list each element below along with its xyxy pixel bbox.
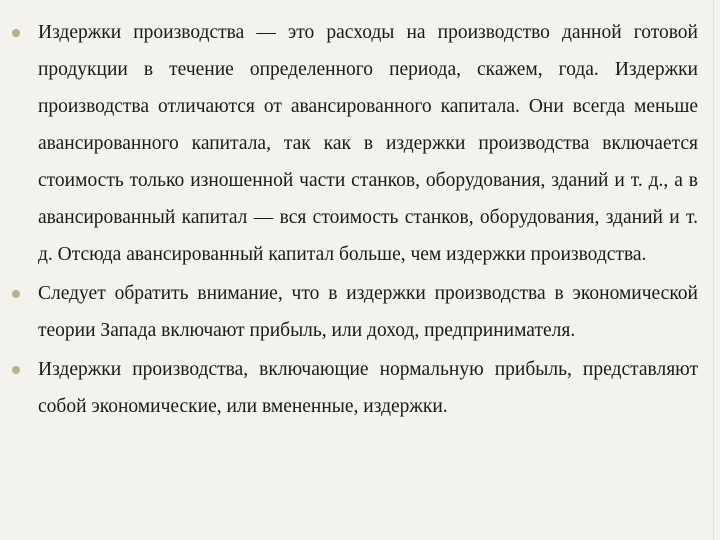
bullet-icon — [12, 366, 20, 374]
bullet-text: Следует обратить внимание, что в издержки производства в экономической теории Запада включают прибыль, или доход, предпринимателя. — [38, 283, 698, 341]
bullet-icon — [12, 290, 20, 298]
bullet-item — [0, 14, 720, 273]
bullet-list — [0, 14, 720, 425]
bullet-item — [0, 275, 720, 349]
bullet-text: Издержки производства, включающие нормальную прибыль, представляют собой экономические, или вмененные, издержки. — [38, 359, 698, 417]
bullet-text: Издержки производства — это расходы на производство данной готовой продукции в течение определенного периода, скажем, года. Издержки производства отличаются от авансированного капитала. Они всегда меньше авансированного капитала, так как в издержки производства включается стоимость только изношенной части станков, оборудования, зданий и т. д., а в авансированный капитал — вся стоимость станков, оборудования, зданий и т. д. Отсюда авансированный капитал больше, чем издержки производства. — [38, 22, 698, 265]
bullet-icon — [12, 29, 20, 37]
bullet-item — [0, 351, 720, 425]
